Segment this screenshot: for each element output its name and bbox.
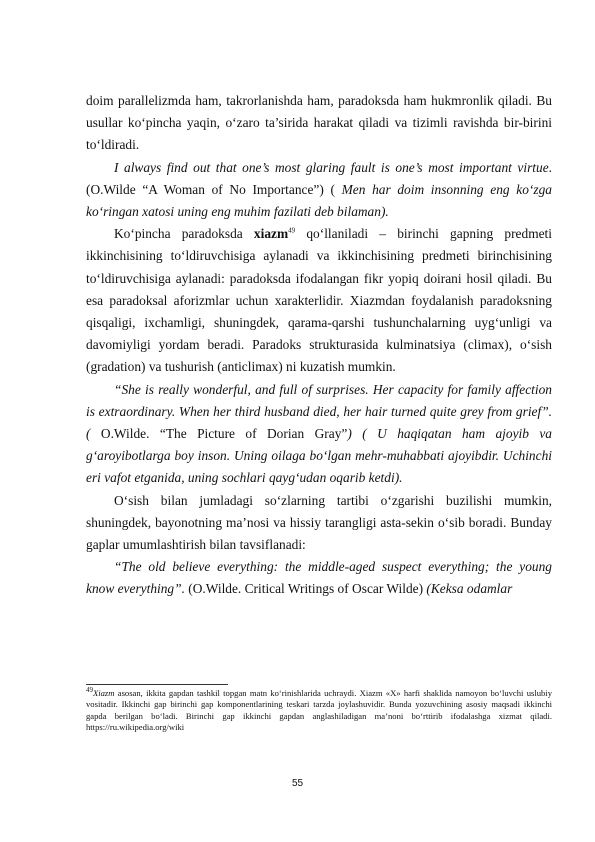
translation-2: ) ( U haqiqatan ham ajoyib va g‘aroyibotlarga boy inson. Uning oilaga bo‘lgan mehr-muhabbati ajoyibdir. Uchinchi eri vafot etganida, uning sochlari qayg‘udan oqarib ketdi). <box>86 426 552 486</box>
footnote-term: Xiazm <box>93 688 115 698</box>
wilde-quote-3: “The old believe everything: the middle-aged suspect everything; the young know everything”. <box>86 559 552 597</box>
paragraph-2: I always find out that one’s most glaring fault is one’s most important virtue. (O.Wilde “A Woman of No Importance”) ( Men har doim insonning eng ko‘zga ko‘ringan xatosi uning eng muhim fazilati deb bilaman). <box>86 159 552 220</box>
paragraph-1: doim parallelizmda ham, takrorlanishda ham, paradoksda ham hukmronlik qiladi. Bu usullar ko‘pincha yaqin, o‘zaro ta’sirida harakat qiladi va tizimli ravishda bir-birini to‘ldiradi. <box>86 93 552 153</box>
quote-source-3: (O.Wilde. Critical Writings of Oscar Wilde) <box>184 581 427 597</box>
paragraph-5: O‘sish bilan jumladagi so‘zlarning tartibi o‘zgarishi buzilishi mumkin, shuningdek, bayonotning ma’nosi va hissiy tarangligi asta-sekin o‘sib boradi. Bunday gaplar umumlashtirish bilan tavsiflanadi: <box>86 492 552 553</box>
quote-source-2: O.Wilde. “The Picture of Dorian Gray” <box>90 426 348 442</box>
paragraph-3: Ko‘pincha paradoksda xiazm$^{49}$ qo‘llaniladi – birinchi gapning predmeti ikkinchisining to‘ldiruvchisiga aylanadi va ikkinchisining predmeti birinchisining to‘ldiruvchisiga aylanadi: paradoksda ifodalangan fikr yopiq doirani hosil qiladi. Bu esa paradoksal aforizmlar uchun xarakterlidir. Xiazmdan foydalanish paradoksning qisqaligi, ixchamligi, shuningdek, qarama-qarshi tushunchalarning uyg‘unligi va davomiyligi yordam beradi. Paradoks strukturasida kulminatsiya (climax), o‘sish (gradation) va tushurish (anticlimax) ni kuzatish mumkin. <box>86 226 552 375</box>
footnote-ref: 49 <box>288 226 296 235</box>
paragraph-4 <box>86 379 552 490</box>
quote-source-1: (O.Wilde “A Woman of No Importance”) ( <box>86 181 342 197</box>
wilde-quote-2: “She is really wonderful, and full of surprises. Her capacity for family affection is extraordinary. When her third husband died, her hair turned quite grey from grief”. ( <box>86 381 552 442</box>
term-xiazm: xiazm <box>253 226 289 242</box>
footnote-text: asosan, ikkita gapdan tashkil topgan matn ko‘rinishlarida uchraydi. Xiazm «X» harfi shaklida namoyon bo‘luvchi uslubiy vositadir. Ikkinchi gap birinchi gap komponentlarining teskari tarzda joylashuvidir. Bunda yozuvchining asosiy maqsadi ikkinchi gapda berilgan bo‘ladi. Birinchi gap ikkinchi gapdan anglashiladigan ma’noni bo‘rttirib ifodalashga xizmat qiladi. https://ru.wikipedia.org/wiki <box>86 688 552 732</box>
translation-3: (Keksa odamlar <box>426 581 513 597</box>
footnote-number: 49 <box>86 686 93 695</box>
wilde-quote-1: I always find out that one’s most glaring fault is one’s most important virtue <box>114 159 549 175</box>
paragraph-6 <box>86 556 552 600</box>
page-number: 55 <box>291 778 304 789</box>
footnote-separator <box>86 684 228 685</box>
body-text <box>86 90 552 601</box>
translation-1: Men har doim insonning eng ko‘zga ko‘ringan xatosi uning eng muhim fazilati deb bilaman). <box>86 181 552 220</box>
footnote <box>86 688 552 733</box>
